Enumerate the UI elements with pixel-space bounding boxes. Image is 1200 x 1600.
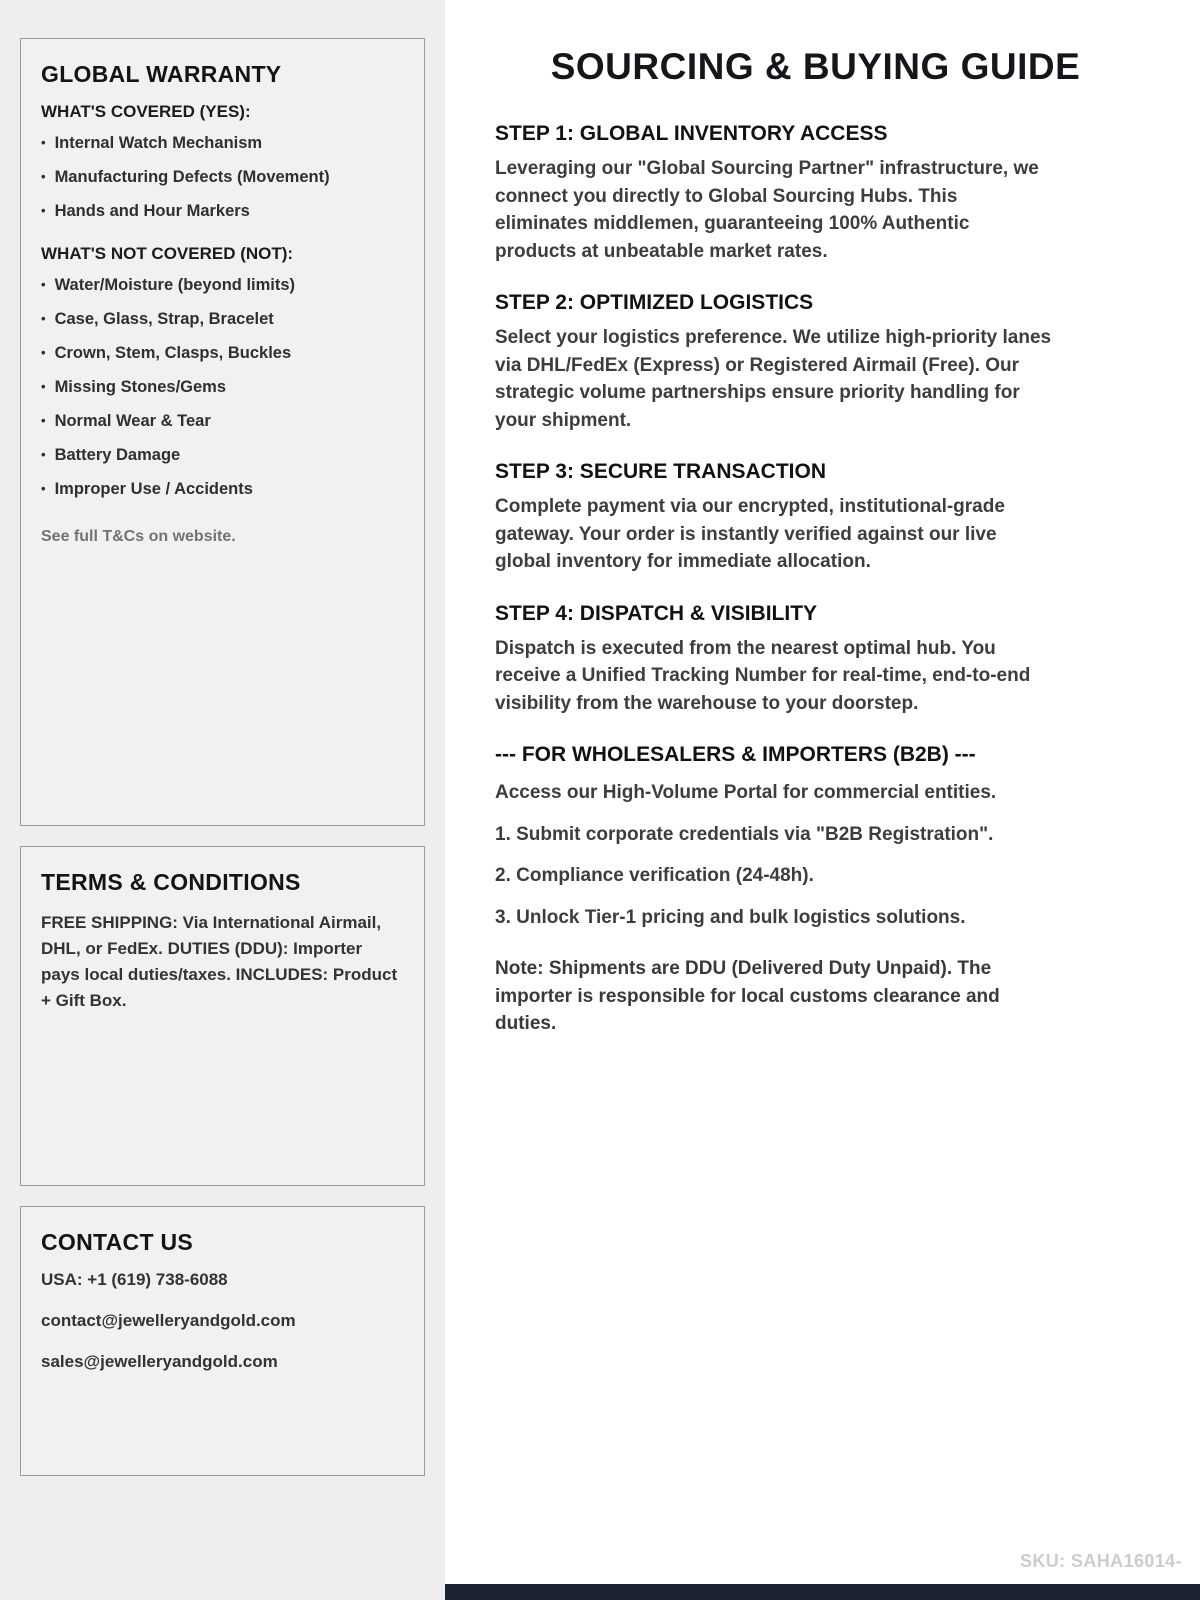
bullet-icon: • <box>41 481 46 496</box>
b2b-item-2: 2. Compliance verification (24-48h). <box>495 865 814 886</box>
b2b-section <box>495 743 1136 1038</box>
warranty-title: GLOBAL WARRANTY <box>41 61 282 87</box>
bullet-icon: • <box>41 135 46 150</box>
contact-email-primary: contact@jewelleryandgold.com <box>41 1311 296 1330</box>
warranty-not-covered-item <box>41 274 404 296</box>
step-2 <box>495 291 1136 434</box>
bullet-icon: • <box>41 277 46 292</box>
terms-body: FREE SHIPPING: Via International Airmail, DHL, or FedEx. DUTIES (DDU): Importer pays local duties/taxes. INCLUDES: Product + Gift Box. <box>41 913 398 1010</box>
footer-bar <box>445 1584 1200 1600</box>
terms-box <box>20 846 425 1186</box>
sidebar <box>0 0 445 1600</box>
terms-title: TERMS & CONDITIONS <box>41 869 301 895</box>
step-1-heading: STEP 1: GLOBAL INVENTORY ACCESS <box>495 122 888 145</box>
step-4-heading: STEP 4: DISPATCH & VISIBILITY <box>495 601 818 625</box>
warranty-not-covered-item <box>41 410 404 432</box>
contact-box <box>20 1206 425 1476</box>
warranty-covered-item <box>41 166 404 188</box>
b2b-note: Note: Shipments are DDU (Delivered Duty Unpaid). The importer is responsible for local customs clearance and duties. <box>495 958 1000 1034</box>
bullet-icon: • <box>41 311 46 326</box>
warranty-not-covered-item-label: Improper Use / Accidents <box>54 480 253 498</box>
contact-title: CONTACT US <box>41 1229 194 1255</box>
warranty-not-covered-item <box>41 342 404 364</box>
warranty-box <box>20 38 425 826</box>
bullet-icon: • <box>41 379 46 394</box>
warranty-not-covered-item-label: Water/Moisture (beyond limits) <box>54 276 296 294</box>
sourcing-guide <box>445 0 1200 1600</box>
bullet-icon: • <box>41 413 46 428</box>
warranty-not-covered-item-label: Normal Wear & Tear <box>54 412 211 430</box>
step-3-body: Complete payment via our encrypted, institutional-grade gateway. Your order is instantly verified against our live global inventory for immediate allocation. <box>495 496 1005 572</box>
warranty-covered-item-label: Hands and Hour Markers <box>54 202 250 220</box>
b2b-item-3: 3. Unlock Tier-1 pricing and bulk logistics solutions. <box>495 906 966 928</box>
bullet-icon: • <box>41 203 46 218</box>
step-2-body: Select your logistics preference. We utilize high-priority lanes via DHL/FedEx (Express) or Registered Airmail (Free). Our strategic volume partnerships ensure priority handling for your shipment. <box>495 327 1052 431</box>
warranty-not-covered-item-label: Missing Stones/Gems <box>54 378 227 396</box>
warranty-covered-heading: WHAT'S COVERED (YES): <box>41 102 251 121</box>
step-1-body: Leveraging our "Global Sourcing Partner" infrastructure, we connect you directly to Global Sourcing Hubs. This eliminates middlemen, guaranteeing 100% Authentic products at unbeatable market rates. <box>495 158 1039 262</box>
step-2-heading: STEP 2: OPTIMIZED LOGISTICS <box>495 291 814 314</box>
contact-email-sales: sales@jewelleryandgold.com <box>41 1352 278 1371</box>
step-1 <box>495 122 1136 265</box>
warranty-covered-item <box>41 132 404 154</box>
warranty-not-covered-item <box>41 308 404 330</box>
warranty-not-covered-item <box>41 444 404 466</box>
warranty-not-covered-heading: WHAT'S NOT COVERED (NOT): <box>41 244 294 263</box>
sku-label: SKU: SAHA16014- <box>1019 1551 1182 1571</box>
contact-phone: USA: +1 (619) 738-6088 <box>41 1270 228 1289</box>
b2b-heading: --- FOR WHOLESALERS & IMPORTERS (B2B) --- <box>495 743 976 766</box>
step-4-body: Dispatch is executed from the nearest optimal hub. You receive a Unified Tracking Number for real-time, end-to-end visibility from the warehouse to your doorstep. <box>495 637 1031 714</box>
step-3 <box>495 460 1136 576</box>
bullet-icon: • <box>41 169 46 184</box>
warranty-not-covered-item-label: Case, Glass, Strap, Bracelet <box>54 310 274 328</box>
b2b-item-1: 1. Submit corporate credentials via "B2B Registration". <box>495 823 994 845</box>
warranty-not-covered-item <box>41 376 404 398</box>
warranty-footnote: See full T&Cs on website. <box>41 528 236 545</box>
warranty-covered-item-label: Internal Watch Mechanism <box>54 134 263 152</box>
warranty-not-covered-item-label: Battery Damage <box>54 446 181 464</box>
step-4 <box>495 602 1136 718</box>
guide-title: SOURCING & BUYING GUIDE <box>550 46 1081 87</box>
b2b-intro: Access our High-Volume Portal for commercial entities. <box>495 782 997 803</box>
bullet-icon: • <box>41 345 46 360</box>
step-3-heading: STEP 3: SECURE TRANSACTION <box>495 460 826 483</box>
warranty-not-covered-item-label: Crown, Stem, Clasps, Buckles <box>54 344 292 362</box>
warranty-covered-item <box>41 200 404 222</box>
warranty-not-covered-item <box>41 478 404 500</box>
bullet-icon: • <box>41 447 46 462</box>
warranty-covered-item-label: Manufacturing Defects (Movement) <box>54 168 330 186</box>
